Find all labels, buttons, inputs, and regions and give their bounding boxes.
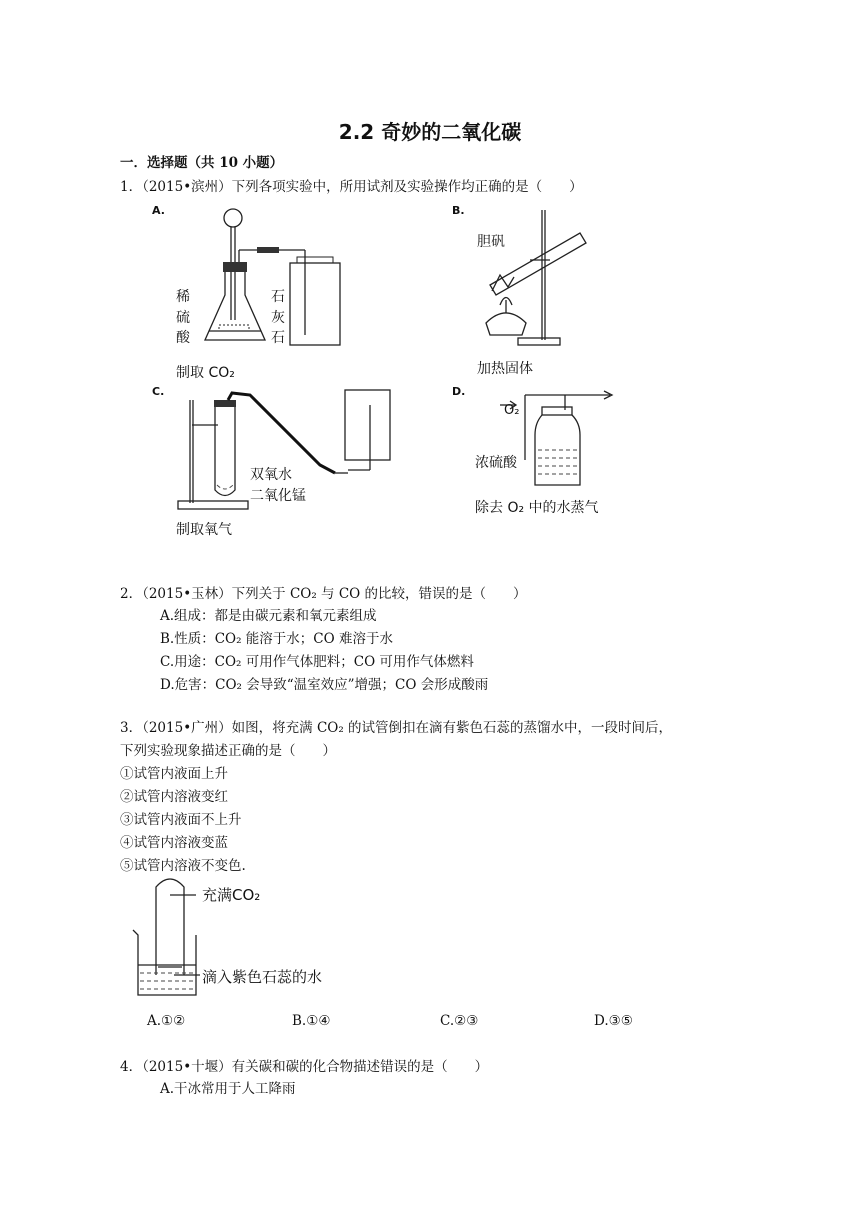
q1-c-letter: C. [152, 385, 165, 398]
q1-c-label-1: 双氧水 [250, 467, 292, 483]
q1-b-letter: B. [452, 204, 465, 217]
q1-d-figure [470, 385, 620, 495]
q1-d-label: 浓硫酸 [475, 455, 517, 471]
q1-c-caption: 制取氧气 [176, 522, 232, 538]
q3-stem-line2: 下列实验现象描述正确的是（ ） [120, 743, 336, 759]
q3-choice-a: A.①② [147, 1013, 186, 1029]
q3-item-4: ④试管内溶液变蓝 [120, 835, 228, 851]
q3-item-3: ③试管内液面不上升 [120, 812, 242, 828]
q3-choice-d: D.③⑤ [594, 1013, 633, 1029]
q2-option-d: D.危害：CO₂ 会导致“温室效应”增强；CO 会形成酸雨 [160, 677, 489, 693]
q1-stem: 1．（2015•滨州）下列各项实验中，所用试剂及实验操作均正确的是（ ） [120, 179, 583, 195]
q2-stem: 2．（2015•玉林）下列关于 CO₂ 与 CO 的比较，错误的是（ ） [120, 586, 527, 602]
page-title: 2.2 奇妙的二氧化碳 [338, 120, 522, 144]
q2-option-a: A.组成：都是由碳元素和氧元素组成 [160, 608, 377, 624]
q2-option-c: C.用途：CO₂ 可用作气体肥料；CO 可用作气体燃料 [160, 654, 474, 670]
q1-c-label-2: 二氧化锰 [250, 488, 306, 504]
q1-a-label-right-1: 石 [271, 289, 285, 305]
q1-b-figure [470, 205, 620, 355]
q1-b-label: 胆矾 [477, 234, 505, 250]
q3-stem-line1: 3．（2015•广州）如图，将充满 CO₂ 的试管倒扣在滴有紫色石蕊的蒸馏水中，一段时间后， [120, 720, 673, 736]
q3-item-1: ①试管内液面上升 [120, 766, 228, 782]
q1-b-caption: 加热固体 [477, 361, 533, 377]
q3-choice-c: C.②③ [440, 1013, 479, 1029]
q1-a-caption: 制取 CO₂ [176, 365, 235, 381]
q1-a-figure [165, 205, 365, 360]
q1-a-letter: A. [152, 204, 165, 217]
q1-a-label-left-1: 稀 [176, 289, 190, 305]
q4-stem: 4．（2015•十堰）有关碳和碳的化合物描述错误的是（ ） [120, 1059, 489, 1075]
q4-option-a: A.干冰常用于人工降雨 [160, 1081, 296, 1097]
q1-d-caption: 除去 O₂ 中的水蒸气 [475, 500, 599, 516]
q1-d-gas-label: O₂ [504, 403, 520, 418]
q1-a-label-left-2: 硫 [176, 310, 190, 326]
q1-a-label-right-3: 石 [271, 330, 285, 346]
q2-option-b: B.性质：CO₂ 能溶于水；CO 难溶于水 [160, 631, 393, 647]
q1-a-label-right-2: 灰 [271, 310, 285, 326]
q1-a-label-left-3: 酸 [176, 330, 190, 346]
q3-choice-b: B.①④ [292, 1013, 331, 1029]
section-heading: 一．选择题（共 10 小题） [120, 155, 284, 171]
q1-d-letter: D. [452, 385, 466, 398]
q3-figure-label-2: 滴入紫色石蕊的水 [202, 968, 323, 986]
q3-item-2: ②试管内溶液变红 [120, 789, 228, 805]
q3-item-5: ⑤试管内溶液不变色. [120, 858, 246, 874]
q3-figure-label-1: 充满CO₂ [202, 886, 261, 904]
